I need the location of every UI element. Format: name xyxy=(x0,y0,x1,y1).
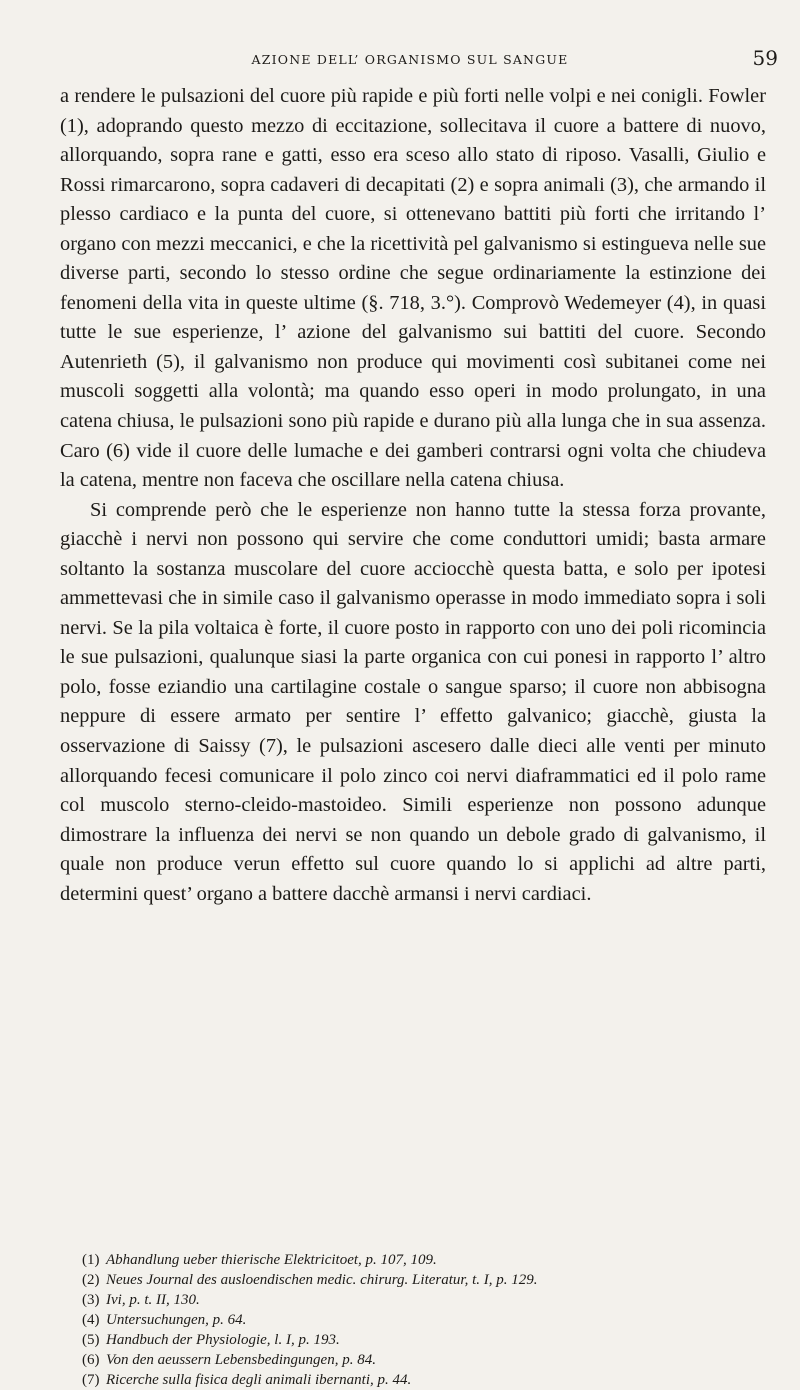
footnote xyxy=(82,1350,762,1370)
footnote-text: Ricerche sulla fisica degli animali ibernanti, p. 44. xyxy=(106,1372,412,1388)
footnote xyxy=(82,1310,762,1330)
footnote-text: Ivi, p. t. II, 130. xyxy=(106,1292,200,1308)
footnote xyxy=(82,1290,762,1310)
footnote-number: (1) xyxy=(82,1252,100,1268)
footnote-number: (6) xyxy=(82,1352,100,1368)
paragraph: a rendere le pulsazioni del cuore più rapide e più forti nelle volpi e nei conigli. Fowler (1), adoprando questo mezzo di eccitazione, sollecitava il cuore a battere di nuovo, allorquando, sopra rane e gatti, esso era sceso allo stato di riposo. Vasalli, Giulio e Rossi rimarcarono, sopra cadaveri di decapitati (2) e sopra animali (3), che armando il plesso cardiaco e la punta del cuore, si ottenevano battiti più forti che irritando l’ organo con mezzi meccanici, e che la ricettività pel galvanismo si estingueva nelle sue diverse parti, secondo lo stesso ordine che segue ordinariamente la estinzione dei fenomeni della vita in queste ultime (§. 718, 3.°). Comprovò Wedemeyer (4), in quasi tutte le sue esperienze, l’ azione del galvanismo sui battiti del cuore. Secondo Autenrieth (5), il galvanismo non produce qui movimenti così subitanei come nei muscoli soggetti alla volontà; ma quando esso operi in modo prolungato, in una catena chiusa, le pulsazioni sono più rapide e durano più alla lunga che in sua assenza. Caro (6) vide il cuore delle lumache e dei gamberi contrarsi ogni volta che chiudeva la catena, mentre non faceva che oscillare nella catena chiusa. xyxy=(60,85,766,492)
footnote-text: Abhandlung ueber thierische Elektricitoet, p. 107, 109. xyxy=(106,1252,437,1268)
footnote-number: (3) xyxy=(82,1292,100,1308)
footnote xyxy=(82,1270,762,1290)
footnote-text: Handbuch der Physiologie, l. I, p. 193. xyxy=(106,1332,340,1348)
running-title: AZIONE DELL’ ORGANISMO SUL SANGUE xyxy=(251,52,569,67)
page-number: 59 xyxy=(752,46,778,70)
footnote-number: (7) xyxy=(82,1372,100,1388)
footnote xyxy=(82,1330,762,1350)
footnote-text: Untersuchungen, p. 64. xyxy=(106,1312,247,1328)
footnote xyxy=(82,1370,762,1390)
page-header xyxy=(60,44,778,74)
footnotes xyxy=(82,1250,762,1390)
body-text xyxy=(60,82,766,909)
footnote-text: Neues Journal des ausloendischen medic. chirurg. Literatur, t. I, p. 129. xyxy=(106,1272,538,1288)
footnote-text: Von den aeussern Lebensbedingungen, p. 84. xyxy=(106,1352,376,1368)
footnote-number: (2) xyxy=(82,1272,100,1288)
footnote xyxy=(82,1250,762,1270)
paragraph: Si comprende però che le esperienze non hanno tutte la stessa forza provante, giacchè i nervi non possono qui servire che come conduttori umidi; basta armare soltanto la sostanza muscolare del cuore acciocchè questa batta, e solo per ipotesi ammettevasi che in simile caso il galvanismo operasse in modo immediato sopra i soli nervi. Se la pila voltaica è forte, il cuore posto in rapporto con uno dei poli ricomincia le sue pulsazioni, qualunque siasi la parte organica con cui ponesi in rapporto l’ altro polo, fosse eziandio una cartilagine costale o sangue sparso; il cuore non abbisogna neppure di essere armato per sentire l’ effetto galvanico; giacchè, giusta la osservazione di Saissy (7), le pulsazioni ascesero dalle dieci alle venti per minuto allorquando fecesi comunicare il polo zinco coi nervi diaframmatici ed il polo rame col muscolo sterno-cleido-mastoideo. Simili esperienze non possono adunque dimostrare la influenza dei nervi se non quando un debole grado di galvanismo, il quale non produce verun effetto sul cuore quando lo si applichi ad altre parti, determini quest’ organo a battere dacchè armansi i nervi cardiaci. xyxy=(60,498,766,905)
footnote-number: (4) xyxy=(82,1312,100,1328)
footnote-number: (5) xyxy=(82,1332,100,1348)
